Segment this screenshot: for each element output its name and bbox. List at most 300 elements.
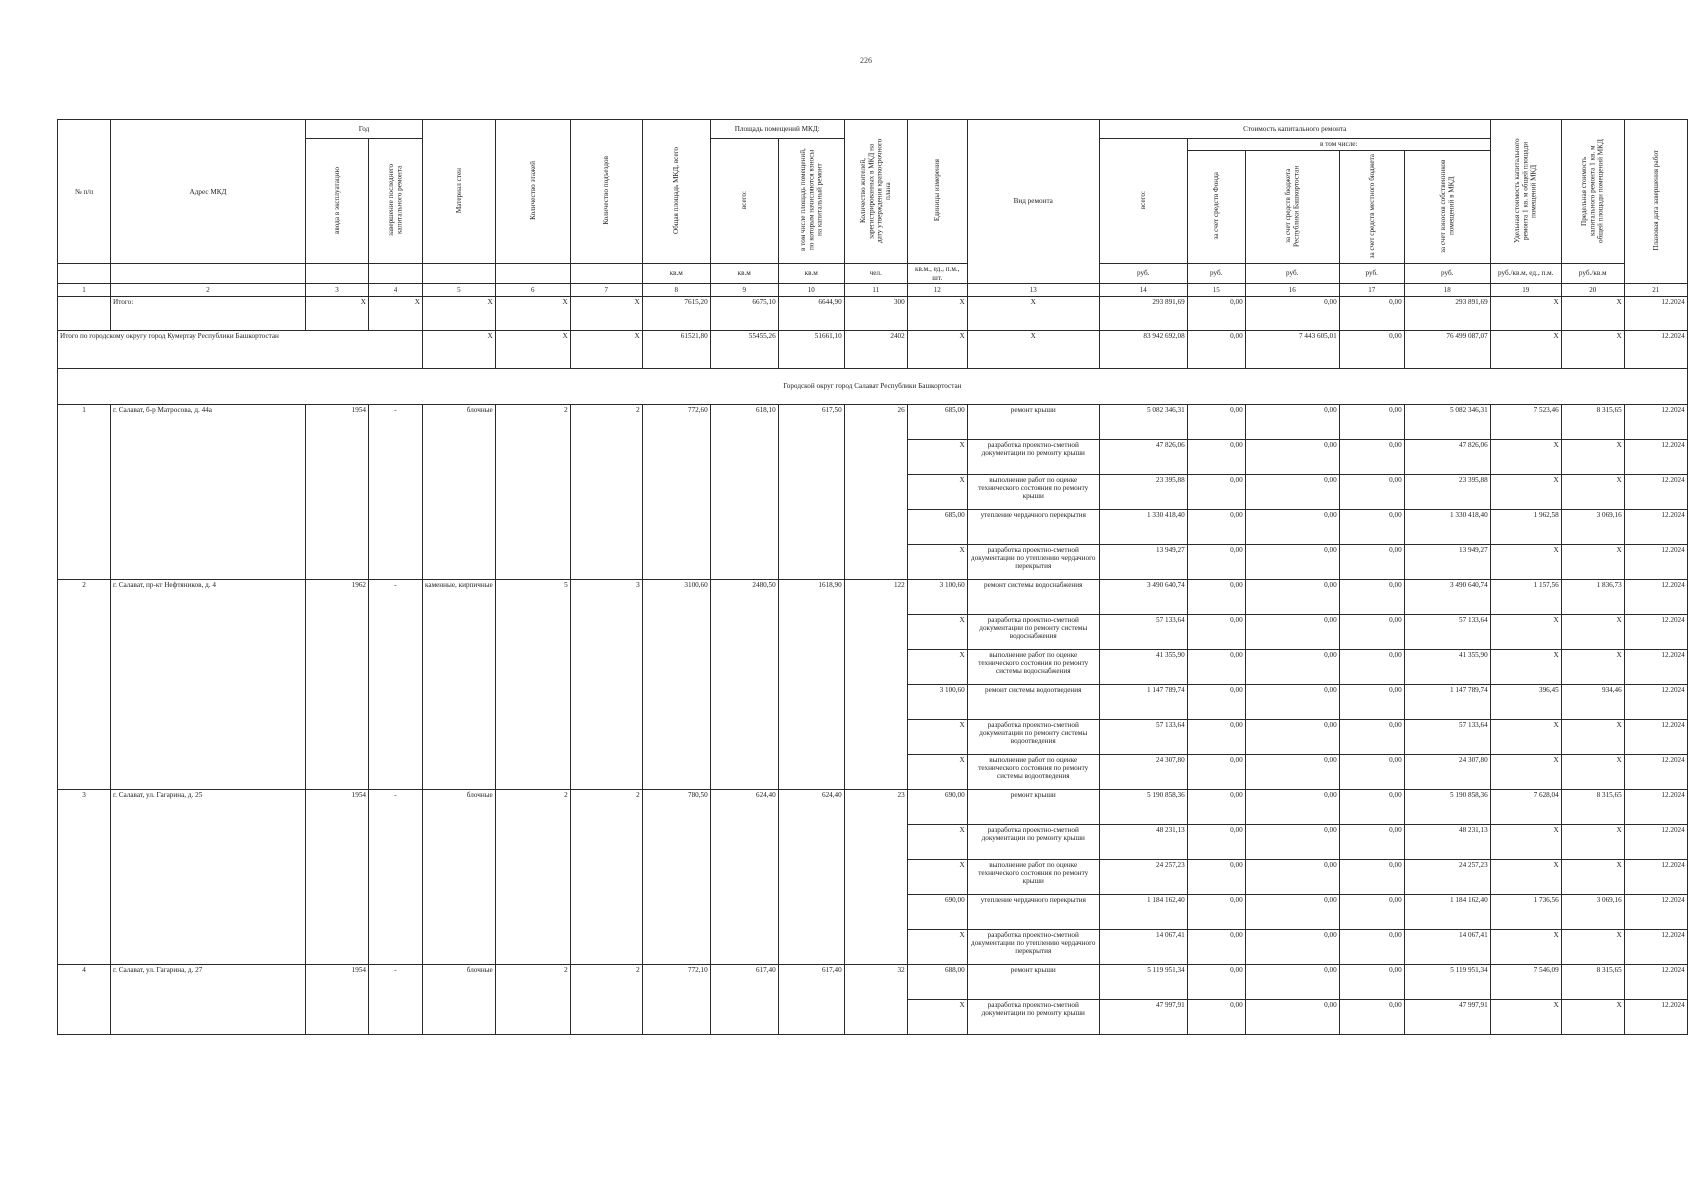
district-total-ent: X: [570, 330, 642, 368]
work-cost-total-cell: 5 082 346,31: [1099, 404, 1187, 439]
col-repair-type-header: Вид ремонта: [967, 120, 1099, 284]
column-number: 21: [1624, 283, 1687, 296]
house-total-area-cell: 772,60: [642, 404, 710, 579]
col-total-area-header: Общая площадь МКД, всего: [642, 120, 710, 264]
house-floors-cell: 2: [495, 964, 570, 1034]
district-total-mat: X: [423, 330, 496, 368]
work-max-cost-cell: X: [1561, 719, 1624, 754]
work-units-cell: X: [907, 999, 967, 1034]
work-cost-local-cell: 0,00: [1339, 614, 1404, 649]
district-total-owned: 51661,10: [778, 330, 844, 368]
summary-res: 300: [844, 296, 907, 330]
work-date-cell: 12.2024: [1624, 579, 1687, 614]
col-cost-including-header: в том числе:: [1187, 139, 1490, 151]
work-max-cost-cell: 8 315,65: [1561, 789, 1624, 824]
work-units-cell: 685,00: [907, 509, 967, 544]
col-premises-total-header: всего:: [710, 139, 778, 264]
work-cost-local-cell: 0,00: [1339, 474, 1404, 509]
work-units-cell: X: [907, 859, 967, 894]
work-type-cell: выполнение работ по оценке технического состояния по ремонту системы водоснабжения: [967, 649, 1099, 684]
work-max-cost-cell: X: [1561, 999, 1624, 1034]
work-cost-republic-cell: 0,00: [1245, 579, 1339, 614]
work-units-cell: X: [907, 754, 967, 789]
summary-unit: X: [907, 296, 967, 330]
work-cost-owners-cell: 5 119 951,34: [1404, 964, 1490, 999]
work-max-cost-cell: 3 069,16: [1561, 894, 1624, 929]
house-total-area-cell: 780,50: [642, 789, 710, 964]
work-unit-cost-cell: X: [1490, 614, 1561, 649]
work-cost-fund-cell: 0,00: [1187, 789, 1245, 824]
work-cost-total-cell: 14 067,41: [1099, 929, 1187, 964]
summary-date: 12.2024: [1624, 296, 1687, 330]
work-max-cost-cell: 8 315,65: [1561, 404, 1624, 439]
work-max-cost-cell: X: [1561, 754, 1624, 789]
house-residents-cell: 32: [844, 964, 907, 1034]
column-number: 4: [369, 283, 423, 296]
summary-prem: 6675,10: [710, 296, 778, 330]
work-unit-cost-cell: X: [1490, 544, 1561, 579]
house-year-commission-cell: 1954: [306, 789, 369, 964]
column-number: 3: [306, 283, 369, 296]
section-title: Городской округ город Салават Республики Башкортостан: [58, 368, 1688, 404]
summary-total: 293 891,69: [1099, 296, 1187, 330]
house-wall-material-cell: блочные: [423, 404, 496, 579]
work-type-cell: разработка проектно-сметной документации по ремонту крыши: [967, 999, 1099, 1034]
district-total-prem: 55455,26: [710, 330, 778, 368]
house-premises-cell: 617,40: [710, 964, 778, 1034]
work-type-cell: разработка проектно-сметной документации по ремонту системы водоснабжения: [967, 614, 1099, 649]
work-units-cell: X: [907, 824, 967, 859]
work-type-cell: разработка проектно-сметной документации по утеплению чердачного перекрытия: [967, 544, 1099, 579]
work-max-cost-cell: 3 069,16: [1561, 509, 1624, 544]
work-cost-republic-cell: 0,00: [1245, 824, 1339, 859]
work-cost-owners-cell: 1 330 418,40: [1404, 509, 1490, 544]
col-entrances-header: Количество подъездов: [570, 120, 642, 264]
house-no-cell: 3: [58, 789, 111, 964]
work-cost-local-cell: 0,00: [1339, 999, 1404, 1034]
work-cost-republic-cell: 0,00: [1245, 964, 1339, 999]
house-no-cell: 1: [58, 404, 111, 579]
work-cost-owners-cell: 14 067,41: [1404, 929, 1490, 964]
work-unit-cost-cell: X: [1490, 439, 1561, 474]
work-cost-republic-cell: 0,00: [1245, 614, 1339, 649]
column-number: 10: [778, 283, 844, 296]
work-cost-total-cell: 5 119 951,34: [1099, 964, 1187, 999]
work-cost-local-cell: 0,00: [1339, 544, 1404, 579]
col-cost-owners-header: за счет взносов собственников помещений в МКД: [1404, 151, 1490, 264]
work-max-cost-cell: X: [1561, 439, 1624, 474]
summary-area: 7615,20: [642, 296, 710, 330]
work-unit-cost-cell: X: [1490, 859, 1561, 894]
house-residents-cell: 26: [844, 404, 907, 579]
work-unit-cost-cell: X: [1490, 719, 1561, 754]
work-cost-local-cell: 0,00: [1339, 509, 1404, 544]
house-premises-owned-cell: 617,40: [778, 964, 844, 1034]
section-row: [58, 368, 1688, 404]
work-cost-total-cell: 24 257,23: [1099, 859, 1187, 894]
house-entrances-cell: 2: [570, 789, 642, 964]
work-type-cell: ремонт крыши: [967, 789, 1099, 824]
work-cost-republic-cell: 0,00: [1245, 929, 1339, 964]
work-cost-total-cell: 47 997,91: [1099, 999, 1187, 1034]
house-address-cell: г. Салават, б-р Матросова, д. 44а: [111, 404, 306, 579]
work-cost-total-cell: 57 133,64: [1099, 614, 1187, 649]
units-cell: руб.: [1339, 264, 1404, 284]
house-address-cell: г. Салават, пр-кт Нефтяников, д. 4: [111, 579, 306, 789]
summary-own: 293 891,69: [1404, 296, 1490, 330]
work-cost-republic-cell: 0,00: [1245, 544, 1339, 579]
units-cell: [423, 264, 496, 284]
work-cost-total-cell: 41 355,90: [1099, 649, 1187, 684]
work-date-cell: 12.2024: [1624, 859, 1687, 894]
column-number: 12: [907, 283, 967, 296]
col-premises-owned-header: в том числе площадь помещений, по которым начисляются взносы на капитальный ремонт: [778, 139, 844, 264]
work-cost-local-cell: 0,00: [1339, 894, 1404, 929]
house-premises-cell: 618,10: [710, 404, 778, 579]
col-cost-fund-header: за счет средств Фонда: [1187, 151, 1245, 264]
column-number: 14: [1099, 283, 1187, 296]
column-number: 18: [1404, 283, 1490, 296]
column-number: 20: [1561, 283, 1624, 296]
house-wall-material-cell: блочные: [423, 789, 496, 964]
house-year-repair-cell: -: [369, 404, 423, 579]
work-cost-republic-cell: 0,00: [1245, 404, 1339, 439]
work-date-cell: 12.2024: [1624, 544, 1687, 579]
district-total-own: 76 499 087,07: [1404, 330, 1490, 368]
work-cost-local-cell: 0,00: [1339, 404, 1404, 439]
work-units-cell: X: [907, 544, 967, 579]
work-unit-cost-cell: 1 962,58: [1490, 509, 1561, 544]
summary-fund: 0,00: [1187, 296, 1245, 330]
work-unit-cost-cell: X: [1490, 649, 1561, 684]
work-cost-republic-cell: 0,00: [1245, 509, 1339, 544]
col-year-last-repair-header: завершение последнего капитального ремонта: [369, 139, 423, 264]
work-cost-local-cell: 0,00: [1339, 824, 1404, 859]
work-max-cost-cell: X: [1561, 859, 1624, 894]
summary-mat: X: [423, 296, 496, 330]
house-year-commission-cell: 1954: [306, 964, 369, 1034]
work-cost-owners-cell: 24 257,23: [1404, 859, 1490, 894]
work-units-cell: 3 100,60: [907, 579, 967, 614]
district-total-uc: X: [1490, 330, 1561, 368]
work-max-cost-cell: 934,46: [1561, 684, 1624, 719]
district-total-fund: 0,00: [1187, 330, 1245, 368]
col-year-group-header: Год: [306, 120, 423, 139]
table-row: [58, 789, 1688, 824]
col-units-header: Единицы измерения: [907, 120, 967, 264]
work-date-cell: 12.2024: [1624, 999, 1687, 1034]
house-year-commission-cell: 1962: [306, 579, 369, 789]
units-cell: [111, 264, 306, 284]
work-cost-republic-cell: 0,00: [1245, 649, 1339, 684]
work-cost-fund-cell: 0,00: [1187, 404, 1245, 439]
work-units-cell: X: [907, 474, 967, 509]
district-total-row: [58, 330, 1688, 368]
work-cost-local-cell: 0,00: [1339, 754, 1404, 789]
work-cost-total-cell: 1 184 162,40: [1099, 894, 1187, 929]
work-max-cost-cell: X: [1561, 474, 1624, 509]
column-number: 1: [58, 283, 111, 296]
house-entrances-cell: 2: [570, 964, 642, 1034]
work-cost-owners-cell: 3 490 640,74: [1404, 579, 1490, 614]
work-cost-local-cell: 0,00: [1339, 929, 1404, 964]
units-cell: руб.: [1187, 264, 1245, 284]
col-cost-total-header: всего:: [1099, 139, 1187, 264]
column-number: 13: [967, 283, 1099, 296]
work-cost-fund-cell: 0,00: [1187, 474, 1245, 509]
page-number: 226: [860, 56, 872, 65]
work-cost-owners-cell: 1 147 789,74: [1404, 684, 1490, 719]
work-cost-fund-cell: 0,00: [1187, 579, 1245, 614]
work-units-cell: X: [907, 439, 967, 474]
col-year-commission-header: ввода в эксплуатацию: [306, 139, 369, 264]
work-unit-cost-cell: 7 523,46: [1490, 404, 1561, 439]
column-number: 17: [1339, 283, 1404, 296]
work-cost-fund-cell: 0,00: [1187, 929, 1245, 964]
work-type-cell: выполнение работ по оценке технического состояния по ремонту крыши: [967, 859, 1099, 894]
work-cost-owners-cell: 57 133,64: [1404, 719, 1490, 754]
units-cell: [495, 264, 570, 284]
work-max-cost-cell: 1 836,73: [1561, 579, 1624, 614]
units-cell: чел.: [844, 264, 907, 284]
house-premises-owned-cell: 1618,90: [778, 579, 844, 789]
work-date-cell: 12.2024: [1624, 509, 1687, 544]
column-number: 5: [423, 283, 496, 296]
house-wall-material-cell: блочные: [423, 964, 496, 1034]
work-type-cell: утепление чердачного перекрытия: [967, 509, 1099, 544]
col-address-header: Адрес МКД: [111, 120, 306, 264]
work-unit-cost-cell: 1 736,56: [1490, 894, 1561, 929]
summary-mc: X: [1561, 296, 1624, 330]
work-date-cell: 12.2024: [1624, 684, 1687, 719]
house-premises-cell: 624,40: [710, 789, 778, 964]
work-cost-local-cell: 0,00: [1339, 719, 1404, 754]
work-cost-fund-cell: 0,00: [1187, 964, 1245, 999]
work-type-cell: ремонт системы водоотведения: [967, 684, 1099, 719]
work-type-cell: разработка проектно-сметной документации по ремонту системы водоотведения: [967, 719, 1099, 754]
table-row: [58, 404, 1688, 439]
units-cell: руб.: [1245, 264, 1339, 284]
work-units-cell: 690,00: [907, 894, 967, 929]
work-cost-fund-cell: 0,00: [1187, 824, 1245, 859]
district-total-fl: X: [495, 330, 570, 368]
units-cell: кв.м: [710, 264, 778, 284]
units-cell: руб./кв.м: [1561, 264, 1624, 284]
summary-ent: X: [570, 296, 642, 330]
work-cost-fund-cell: 0,00: [1187, 439, 1245, 474]
work-date-cell: 12.2024: [1624, 894, 1687, 929]
work-cost-total-cell: 47 826,06: [1099, 439, 1187, 474]
work-type-cell: разработка проектно-сметной документации по утеплению чердачного перекрытия: [967, 929, 1099, 964]
work-cost-fund-cell: 0,00: [1187, 509, 1245, 544]
summary-loc: 0,00: [1339, 296, 1404, 330]
work-cost-fund-cell: 0,00: [1187, 544, 1245, 579]
house-year-repair-cell: -: [369, 579, 423, 789]
work-cost-fund-cell: 0,00: [1187, 999, 1245, 1034]
work-cost-owners-cell: 48 231,13: [1404, 824, 1490, 859]
units-cell: руб.: [1099, 264, 1187, 284]
col-max-cost-header: Предельная стоимость капитального ремонта 1 кв. м общей площади помещений МКД: [1561, 120, 1624, 264]
house-wall-material-cell: каменные, кирпичные: [423, 579, 496, 789]
work-type-cell: утепление чердачного перекрытия: [967, 894, 1099, 929]
summary-rep: 0,00: [1245, 296, 1339, 330]
work-cost-fund-cell: 0,00: [1187, 649, 1245, 684]
work-max-cost-cell: 8 315,65: [1561, 964, 1624, 999]
work-unit-cost-cell: X: [1490, 999, 1561, 1034]
work-max-cost-cell: X: [1561, 929, 1624, 964]
summary-no-cell: [58, 296, 111, 330]
work-type-cell: разработка проектно-сметной документации по ремонту крыши: [967, 824, 1099, 859]
work-cost-fund-cell: 0,00: [1187, 894, 1245, 929]
work-cost-total-cell: 1 147 789,74: [1099, 684, 1187, 719]
units-cell: кв.м: [642, 264, 710, 284]
units-cell: [306, 264, 369, 284]
work-cost-total-cell: 24 307,80: [1099, 754, 1187, 789]
work-cost-owners-cell: 47 826,06: [1404, 439, 1490, 474]
work-cost-local-cell: 0,00: [1339, 859, 1404, 894]
work-cost-local-cell: 0,00: [1339, 649, 1404, 684]
capital-repair-table: [57, 119, 1688, 1035]
work-units-cell: X: [907, 614, 967, 649]
work-cost-republic-cell: 0,00: [1245, 999, 1339, 1034]
summary-label: Итого:: [111, 296, 306, 330]
district-total-date: 12.2024: [1624, 330, 1687, 368]
house-year-repair-cell: -: [369, 789, 423, 964]
work-cost-total-cell: 1 330 418,40: [1099, 509, 1187, 544]
house-year-repair-cell: -: [369, 964, 423, 1034]
work-unit-cost-cell: 7 546,09: [1490, 964, 1561, 999]
work-cost-total-cell: 13 949,27: [1099, 544, 1187, 579]
house-total-area-cell: 772,10: [642, 964, 710, 1034]
work-cost-owners-cell: 5 190 858,36: [1404, 789, 1490, 824]
house-premises-owned-cell: 617,50: [778, 404, 844, 579]
work-cost-republic-cell: 0,00: [1245, 859, 1339, 894]
summary-row: [58, 296, 1688, 330]
work-units-cell: X: [907, 719, 967, 754]
summary-y1: X: [306, 296, 369, 330]
work-units-cell: 3 100,60: [907, 684, 967, 719]
work-cost-republic-cell: 0,00: [1245, 789, 1339, 824]
work-date-cell: 12.2024: [1624, 929, 1687, 964]
work-unit-cost-cell: 396,45: [1490, 684, 1561, 719]
work-cost-republic-cell: 0,00: [1245, 754, 1339, 789]
work-cost-republic-cell: 0,00: [1245, 474, 1339, 509]
district-total-type: X: [967, 330, 1099, 368]
work-cost-republic-cell: 0,00: [1245, 684, 1339, 719]
house-premises-owned-cell: 624,40: [778, 789, 844, 964]
work-cost-total-cell: 48 231,13: [1099, 824, 1187, 859]
work-cost-republic-cell: 0,00: [1245, 719, 1339, 754]
units-cell: кв.м., ед., п.м., шт.: [907, 264, 967, 284]
work-type-cell: ремонт системы водоснабжения: [967, 579, 1099, 614]
district-total-total: 83 942 692,08: [1099, 330, 1187, 368]
work-units-cell: 685,00: [907, 404, 967, 439]
work-cost-fund-cell: 0,00: [1187, 859, 1245, 894]
work-max-cost-cell: X: [1561, 649, 1624, 684]
summary-uc: X: [1490, 296, 1561, 330]
work-cost-owners-cell: 13 949,27: [1404, 544, 1490, 579]
work-cost-total-cell: 57 133,64: [1099, 719, 1187, 754]
work-cost-total-cell: 5 190 858,36: [1099, 789, 1187, 824]
district-total-loc: 0,00: [1339, 330, 1404, 368]
units-cell: руб.: [1404, 264, 1490, 284]
house-residents-cell: 122: [844, 579, 907, 789]
work-cost-owners-cell: 24 307,80: [1404, 754, 1490, 789]
work-cost-owners-cell: 57 133,64: [1404, 614, 1490, 649]
house-year-commission-cell: 1954: [306, 404, 369, 579]
units-cell: [58, 264, 111, 284]
column-number: 16: [1245, 283, 1339, 296]
work-type-cell: разработка проектно-сметной документации по ремонту крыши: [967, 439, 1099, 474]
col-cost-local-header: за счет средств местного бюджета: [1339, 151, 1404, 264]
house-entrances-cell: 3: [570, 579, 642, 789]
work-cost-total-cell: 23 395,88: [1099, 474, 1187, 509]
col-wall-material-header: Материал стен: [423, 120, 496, 264]
work-type-cell: выполнение работ по оценке технического состояния по ремонту системы водоотведения: [967, 754, 1099, 789]
district-total-label: Итого по городскому округу город Кумертау Республики Башкортостан: [58, 330, 423, 368]
district-total-mc: X: [1561, 330, 1624, 368]
units-cell: [369, 264, 423, 284]
work-unit-cost-cell: X: [1490, 754, 1561, 789]
column-number: 15: [1187, 283, 1245, 296]
work-cost-local-cell: 0,00: [1339, 964, 1404, 999]
work-date-cell: 12.2024: [1624, 439, 1687, 474]
work-cost-local-cell: 0,00: [1339, 579, 1404, 614]
work-units-cell: 688,00: [907, 964, 967, 999]
units-cell: кв.м: [778, 264, 844, 284]
house-address-cell: г. Салават, ул. Гагарина, д. 27: [111, 964, 306, 1034]
work-date-cell: 12.2024: [1624, 964, 1687, 999]
column-number: 2: [111, 283, 306, 296]
table-row: [58, 579, 1688, 614]
work-cost-local-cell: 0,00: [1339, 439, 1404, 474]
work-max-cost-cell: X: [1561, 614, 1624, 649]
work-unit-cost-cell: X: [1490, 824, 1561, 859]
col-no-header: № п/п: [58, 120, 111, 264]
col-planned-date-header: Плановая дата завершения работ: [1624, 120, 1687, 284]
house-no-cell: 4: [58, 964, 111, 1034]
house-address-cell: г. Салават, ул. Гагарина, д. 25: [111, 789, 306, 964]
work-date-cell: 12.2024: [1624, 789, 1687, 824]
col-premises-group-header: Площадь помещений МКД:: [710, 120, 844, 139]
column-number: 6: [495, 283, 570, 296]
work-date-cell: 12.2024: [1624, 474, 1687, 509]
house-no-cell: 2: [58, 579, 111, 789]
summary-fl: X: [495, 296, 570, 330]
column-number: 7: [570, 283, 642, 296]
column-number: 19: [1490, 283, 1561, 296]
work-date-cell: 12.2024: [1624, 404, 1687, 439]
work-cost-fund-cell: 0,00: [1187, 684, 1245, 719]
district-total-unit: X: [907, 330, 967, 368]
work-cost-local-cell: 0,00: [1339, 684, 1404, 719]
work-units-cell: X: [907, 929, 967, 964]
work-max-cost-cell: X: [1561, 824, 1624, 859]
work-cost-fund-cell: 0,00: [1187, 614, 1245, 649]
work-cost-owners-cell: 5 082 346,31: [1404, 404, 1490, 439]
work-cost-owners-cell: 23 395,88: [1404, 474, 1490, 509]
work-date-cell: 12.2024: [1624, 824, 1687, 859]
units-cell: руб./кв.м, ед., п.м.: [1490, 264, 1561, 284]
work-unit-cost-cell: 1 157,56: [1490, 579, 1561, 614]
column-number: 11: [844, 283, 907, 296]
work-type-cell: ремонт крыши: [967, 964, 1099, 999]
work-cost-republic-cell: 0,00: [1245, 439, 1339, 474]
house-total-area-cell: 3100,60: [642, 579, 710, 789]
work-unit-cost-cell: 7 628,04: [1490, 789, 1561, 824]
work-date-cell: 12.2024: [1624, 649, 1687, 684]
work-cost-local-cell: 0,00: [1339, 789, 1404, 824]
